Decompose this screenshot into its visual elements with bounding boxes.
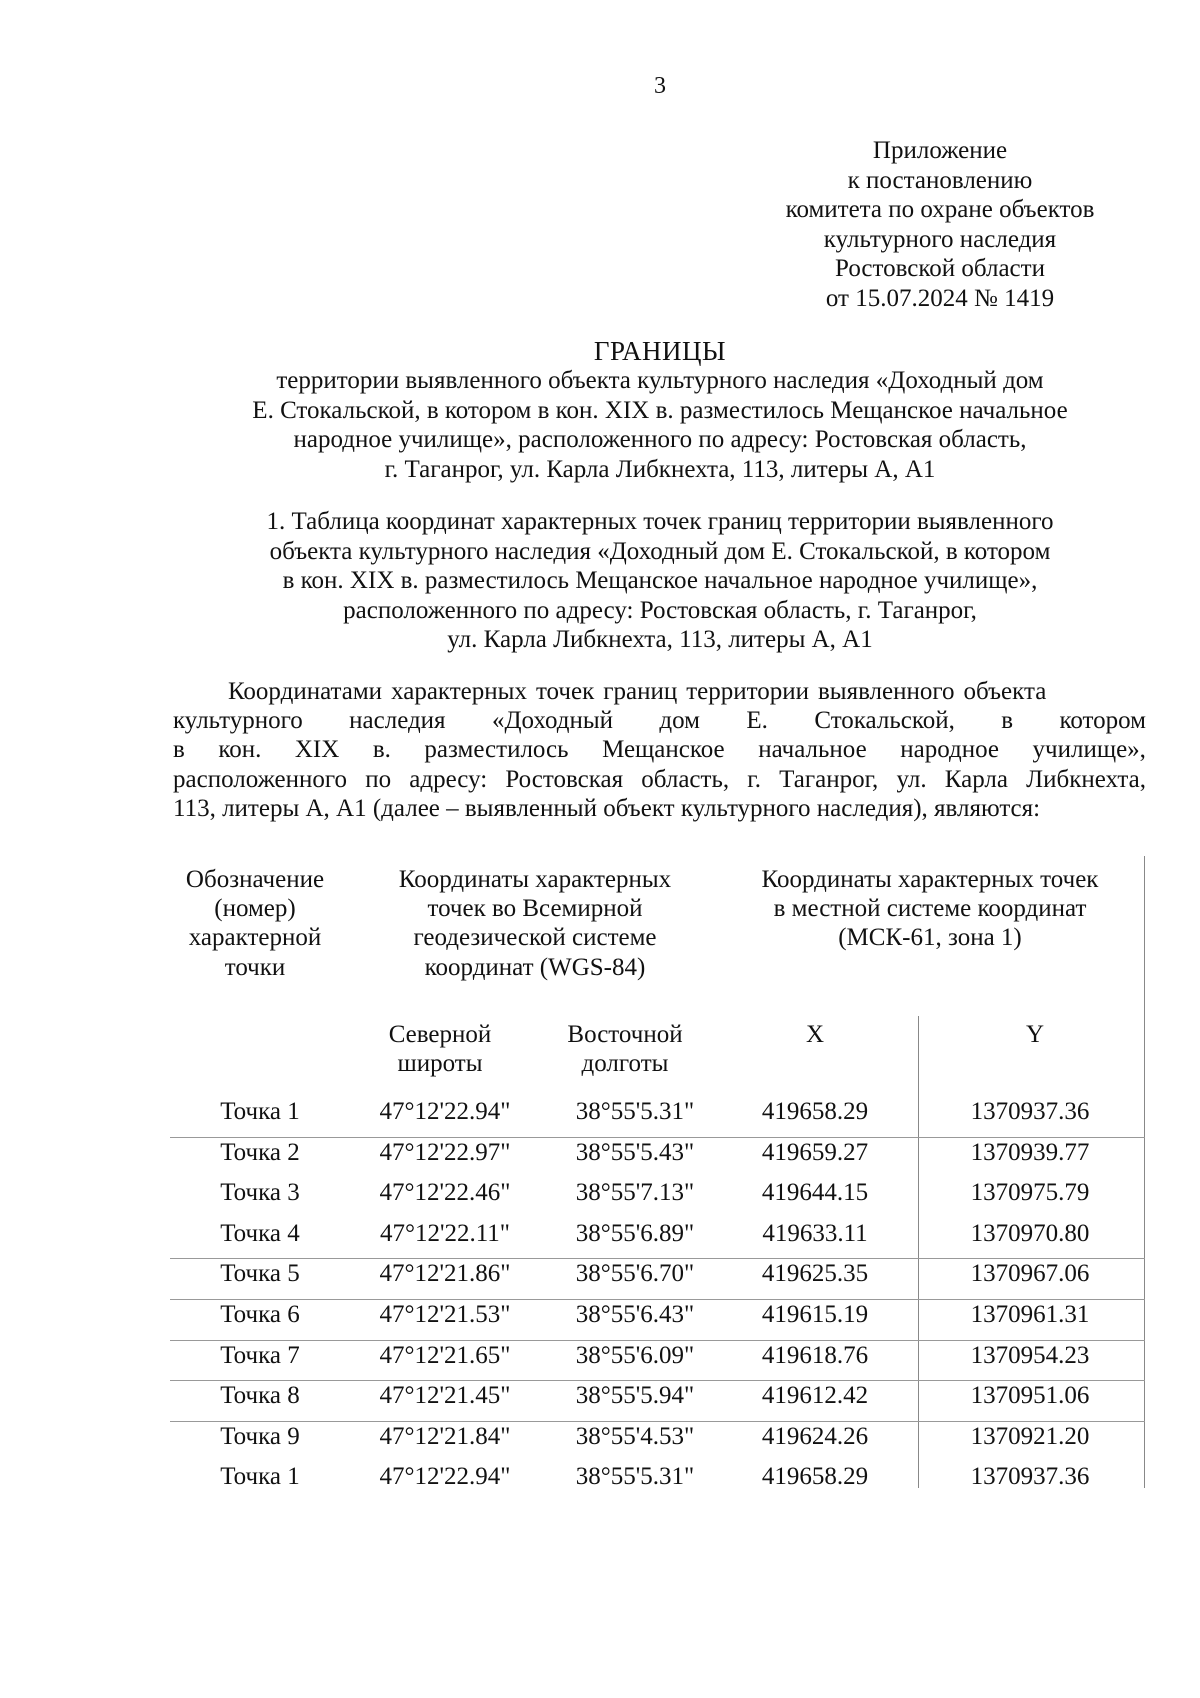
paragraph-word: территории [686,678,809,705]
header-wgs84 [355,865,715,982]
subtitle-line: народное училище», расположенного по адресу: Ростовская область, [293,426,1027,453]
paragraph-word: Е. [746,707,768,735]
paragraph-word: Координатами [228,678,383,705]
header-north-latitude [360,1020,520,1078]
paragraph-word: народное [900,736,999,764]
cell-y: 1370939.77 [970,1138,1090,1166]
header-text: Координаты характерных [398,866,672,893]
cell-longitude: 38°55'4.53" [575,1422,695,1450]
paragraph-word: культурного [173,707,303,735]
header-text: Y [1025,1021,1045,1048]
header-msk61 [720,865,1140,953]
document-title: ГРАНИЦЫ [593,336,727,366]
appendix-line: к постановлению [847,166,1033,194]
header-text: Северной [388,1021,492,1048]
cell-x: 419658.29 [761,1463,869,1491]
paragraph-word: кон. [218,736,262,764]
cell-point: Точка 9 [220,1422,300,1450]
subtitle-line: г. Таганрог, ул. Карла Либкнехта, 113, литеры А, А1 [384,455,936,483]
paragraph-word: в [1001,707,1014,735]
header-text: характерной [188,924,322,952]
cell-y: 1370970.80 [970,1219,1090,1247]
paragraph-word: Мещанское [602,736,725,764]
paragraph-word: разместилось [424,736,569,764]
cell-point: Точка 1 [220,1098,300,1125]
appendix-line: комитета по охране объектов [785,196,1095,223]
page-number: 3 [654,73,666,99]
header-text: долготы [581,1050,669,1078]
cell-y: 1370954.23 [970,1341,1090,1369]
header-text: широты [397,1050,483,1078]
paragraph-word: расположенного [173,765,348,793]
header-east-longitude [545,1020,705,1078]
appendix-line: культурного наследия [823,225,1057,253]
cell-latitude: 47°12'21.45" [379,1382,511,1410]
cell-latitude: 47°12'22.46" [379,1179,511,1207]
cell-point: Точка 1 [220,1463,300,1491]
cell-x: 419633.11 [762,1219,868,1247]
section-title-line: 1. Таблица координат характерных точек границ территории выявленного [266,508,1054,535]
paragraph-word: точек [535,678,595,705]
paragraph-word: выявленного [817,678,955,705]
header-text: (номер) [214,895,296,923]
paragraph-word: 113, литеры А, А1 (далее – выявленный объект культурного наследия), являются: [173,794,1041,822]
paragraph-word: по [365,765,392,793]
header-text: Обозначение [185,866,325,893]
paragraph-word: Либкнехта, [1026,765,1146,793]
cell-y: 1370937.36 [970,1463,1090,1491]
cell-longitude: 38°55'5.43" [575,1138,695,1166]
cell-latitude: 47°12'21.86" [379,1260,511,1288]
cell-latitude: 47°12'21.65" [379,1341,511,1369]
cell-x: 419624.26 [761,1422,869,1450]
cell-longitude: 38°55'5.31" [575,1098,695,1125]
header-text: Восточной [567,1021,683,1048]
paragraph-word: адресу: [409,765,488,793]
paragraph-word: в [173,736,185,764]
cell-longitude: 38°55'7.13" [575,1179,695,1207]
cell-y: 1370951.06 [970,1382,1090,1410]
paragraph-word: училище», [1032,736,1146,764]
cell-longitude: 38°55'5.94" [575,1382,695,1410]
subtitle-line: территории выявленного объекта культурного наследия «Доходный дом [276,367,1044,394]
cell-latitude: 47°12'21.53" [379,1301,511,1328]
cell-point: Точка 3 [220,1179,300,1207]
paragraph-word: область, [641,765,730,793]
cell-point: Точка 5 [220,1260,300,1288]
cell-y: 1370937.36 [970,1098,1090,1125]
paragraph-word: Ростовская [505,765,624,793]
cell-latitude: 47°12'22.11" [379,1219,511,1247]
appendix-line: Приложение [872,137,1008,164]
section-title-line: в кон. XIX в. разместилось Мещанское начальное народное училище», [282,567,1038,594]
cell-longitude: 38°55'6.89" [575,1219,695,1247]
cell-x: 419625.35 [761,1260,869,1288]
cell-longitude: 38°55'6.09" [575,1341,695,1369]
cell-x: 419658.29 [761,1098,869,1125]
paragraph-word: Таганрог, [779,765,879,793]
cell-point: Точка 4 [220,1219,300,1247]
paragraph-word: «Доходный [491,707,614,735]
cell-point: Точка 6 [220,1301,300,1328]
paragraph-word: Стокальской, [814,707,955,735]
paragraph-word: объекта [963,678,1047,705]
cell-y: 1370975.79 [970,1179,1090,1207]
appendix-date-number: от 15.07.2024 № 1419 [825,284,1055,312]
header-x [740,1020,890,1049]
cell-x: 419615.19 [761,1301,869,1328]
header-text: X [805,1021,825,1048]
section-title-line: объекта культурного наследия «Доходный дом Е. Стокальской, в котором [269,537,1051,565]
header-text: в местной системе координат [773,895,1087,923]
cell-latitude: 47°12'22.94" [379,1098,511,1125]
header-text: Координаты характерных точек [761,866,1099,893]
subtitle-line: Е. Стокальской, в котором в кон. XIX в. разместилось Мещанское начальное [252,396,1068,424]
paragraph-word: в. [372,736,391,764]
paragraph-word: ул. [896,765,927,793]
cell-y: 1370921.20 [970,1422,1090,1450]
header-text: точек во Всемирной [427,895,643,923]
cell-y: 1370961.31 [970,1301,1090,1328]
table-right-border [1144,856,1145,1488]
paragraph-word: г. [747,765,761,793]
cell-longitude: 38°55'6.43" [575,1301,695,1328]
paragraph-word: XIX [294,736,340,764]
cell-point: Точка 8 [220,1382,300,1410]
cell-latitude: 47°12'21.84" [379,1422,511,1450]
cell-latitude: 47°12'22.94" [379,1463,511,1491]
header-text: (МСК-61, зона 1) [838,924,1022,952]
cell-latitude: 47°12'22.97" [379,1138,511,1166]
paragraph-word: котором [1059,707,1146,735]
header-y [950,1020,1120,1049]
header-text: точки [224,953,286,981]
paragraph-word: дом [659,707,700,735]
cell-point: Точка 7 [220,1341,300,1369]
cell-longitude: 38°55'5.31" [575,1463,695,1491]
cell-y: 1370967.06 [970,1260,1090,1288]
cell-x: 419659.27 [761,1138,869,1166]
cell-x: 419612.42 [761,1382,869,1410]
section-title-line: расположенного по адресу: Ростовская область, г. Таганрог, [343,596,977,624]
paragraph-word: Карла [944,765,1008,793]
appendix-line: Ростовской области [835,255,1045,282]
cell-x: 419618.76 [761,1341,869,1369]
cell-x: 419644.15 [761,1179,869,1207]
header-point-designation [170,865,340,982]
cell-point: Точка 2 [220,1138,300,1166]
paragraph-word: характерных [391,678,527,705]
header-text: координат (WGS-84) [424,953,646,981]
section-title-line: ул. Карла Либкнехта, 113, литеры А, А1 [447,626,873,653]
table-xy-divider [918,1016,919,1488]
header-text: геодезической системе [413,924,657,952]
cell-longitude: 38°55'6.70" [575,1260,695,1288]
paragraph-word: наследия [349,707,446,735]
paragraph-word: начальное [758,736,867,764]
paragraph-word: границ [603,678,678,705]
